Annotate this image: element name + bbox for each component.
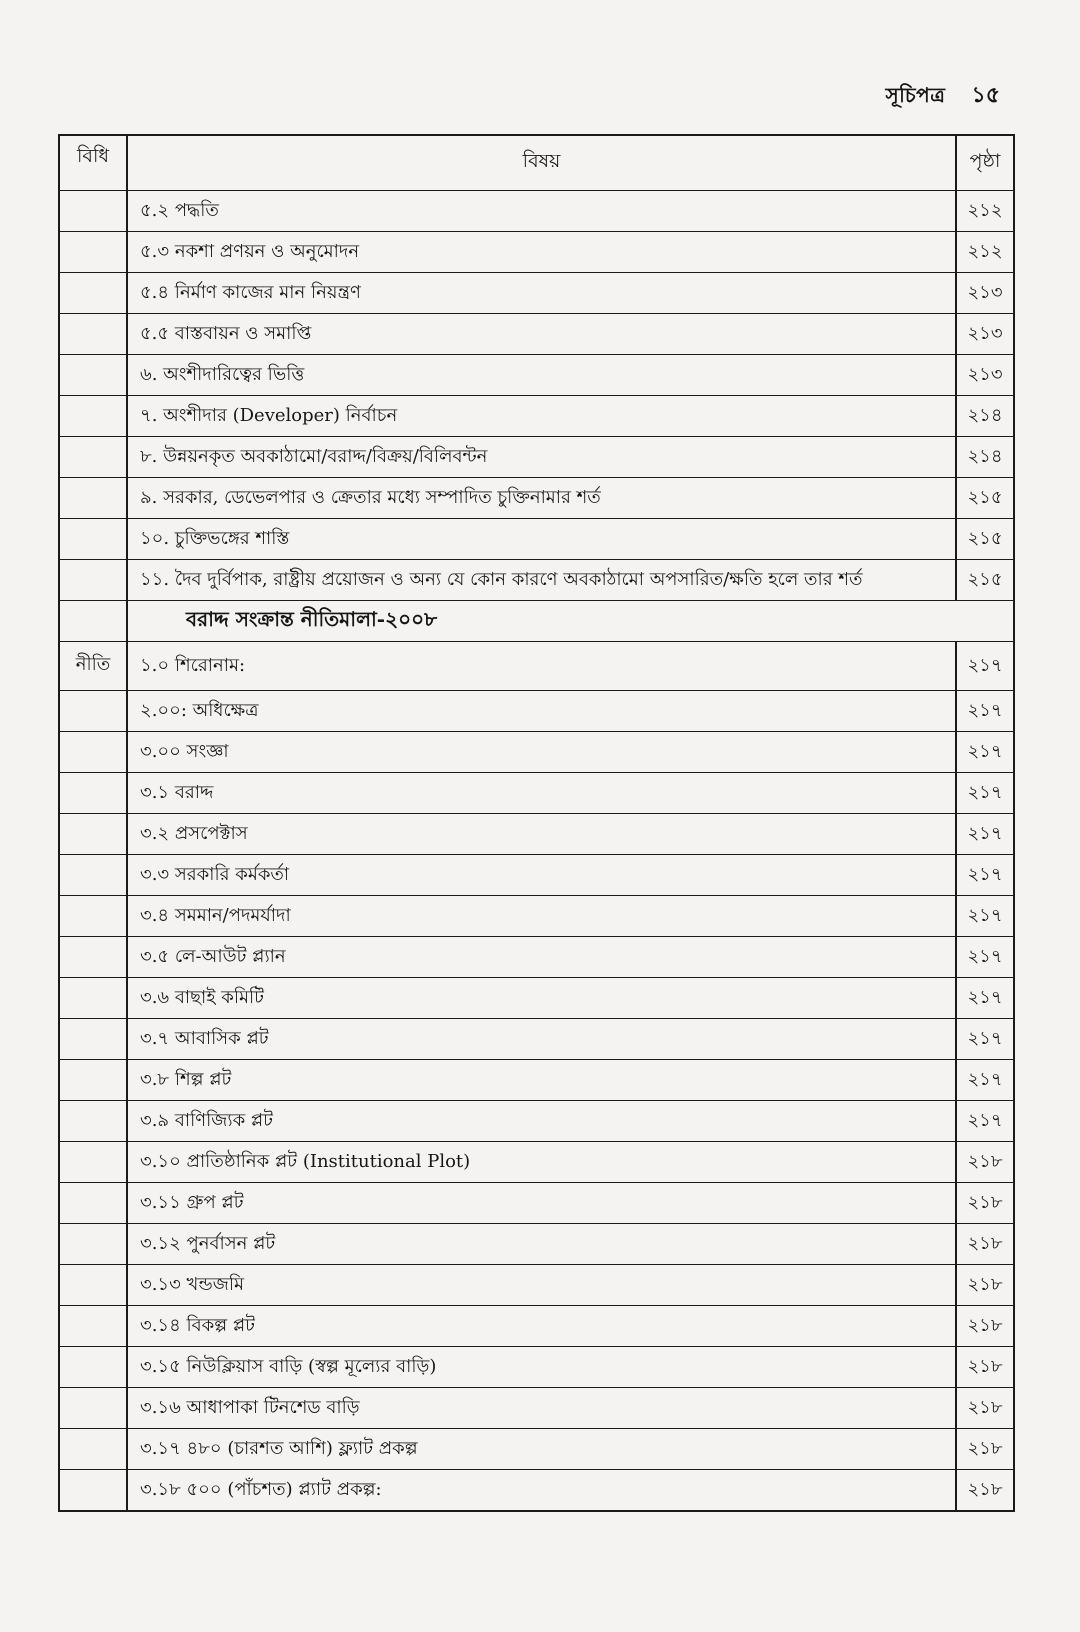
subject-cell: ৭. অংশীদার (Developer) নির্বাচন [127,396,956,437]
page-cell: ২১৭ [956,1019,1014,1060]
rule-cell [59,896,127,937]
subject-cell: ৩.১৪ বিকল্প প্লট [127,1306,956,1347]
subject-cell: ১.০ শিরোনাম: [127,642,956,691]
subject-cell: ৩.১৮ ৫০০ (পাঁচশত) প্ল্যাট প্রকল্প: [127,1470,956,1512]
page-cell: ২১৮ [956,1429,1014,1470]
page-cell: ২১৮ [956,1388,1014,1429]
column-header-page: পৃষ্ঠা [956,135,1014,191]
table-row [59,519,1014,560]
table-row [59,773,1014,814]
rule-cell [59,191,127,232]
table-row [59,560,1014,601]
subject-cell: ৩.১৩ খন্ডজমি [127,1265,956,1306]
table-row [59,1306,1014,1347]
page-cell: ২১২ [956,191,1014,232]
subject-cell: ৮. উন্নয়নকৃত অবকাঠামো/বরাদ্দ/বিক্রয়/বিলিবন্টন [127,437,956,478]
table-row [59,1388,1014,1429]
page-cell: ২১৫ [956,519,1014,560]
subject-cell: ১০. চুক্তিভঙ্গের শাস্তি [127,519,956,560]
page-cell: ২১৭ [956,1101,1014,1142]
table-row [59,1224,1014,1265]
subject-cell: ৩.৭ আবাসিক প্লট [127,1019,956,1060]
table-row [59,191,1014,232]
column-header-subject: বিষয় [127,135,956,191]
page-cell: ২১৮ [956,1306,1014,1347]
table-row [59,691,1014,732]
rule-cell [59,396,127,437]
rule-cell [59,1470,127,1512]
table-row [59,1347,1014,1388]
subject-cell: ৩.১৫ নিউক্লিয়াস বাড়ি (স্বল্প মূল্যের বাড়ি) [127,1347,956,1388]
page-cell [956,601,1014,642]
page-cell: ২১৫ [956,478,1014,519]
page-cell: ২১৭ [956,814,1014,855]
page-cell: ২১৮ [956,1347,1014,1388]
page-header [885,78,1000,115]
table-row [59,1019,1014,1060]
toc-table [58,134,1015,1512]
table-row [59,314,1014,355]
table-row [59,1060,1014,1101]
rule-cell [59,478,127,519]
page-cell: ২১৮ [956,1265,1014,1306]
subject-cell: ৩.১৭ ৪৮০ (চারশত আশি) ফ্ল্যাট প্রকল্প [127,1429,956,1470]
column-header-rule: বিধি [59,135,127,191]
table-row [59,642,1014,691]
table-row [59,1429,1014,1470]
page-cell: ২১৮ [956,1142,1014,1183]
table-row [59,273,1014,314]
rule-cell [59,1388,127,1429]
section-title-row [59,601,1014,642]
table-row [59,232,1014,273]
subject-cell: ৩.৩ সরকারি কর্মকর্তা [127,855,956,896]
table-row [59,1470,1014,1512]
page-cell: ২১৮ [956,1224,1014,1265]
rule-cell [59,314,127,355]
rule-cell [59,232,127,273]
table-row [59,937,1014,978]
page-cell: ২১৭ [956,896,1014,937]
table-row [59,1101,1014,1142]
page-cell: ২১৩ [956,355,1014,396]
rule-cell [59,1019,127,1060]
header-page-number: ১৫ [971,82,1000,108]
table-row [59,814,1014,855]
table-row [59,1142,1014,1183]
table-row [59,478,1014,519]
page-cell: ২১৭ [956,732,1014,773]
subject-cell: ৩.০০ সংজ্ঞা [127,732,956,773]
rule-cell [59,937,127,978]
rule-cell [59,355,127,396]
subject-cell: ৩.৯ বাণিজ্যিক প্লট [127,1101,956,1142]
rule-cell [59,978,127,1019]
page-cell: ২১৭ [956,855,1014,896]
page-cell: ২১৮ [956,1470,1014,1512]
rule-cell [59,1347,127,1388]
table-row [59,732,1014,773]
subject-cell: ৩.১১ গ্রুপ প্লট [127,1183,956,1224]
rule-cell [59,732,127,773]
table-row [59,1265,1014,1306]
subject-cell: ২.০০: অধিক্ষেত্র [127,691,956,732]
page-cell: ২১৩ [956,273,1014,314]
page-cell: ২১৭ [956,773,1014,814]
page-cell: ২১৭ [956,978,1014,1019]
rule-cell [59,560,127,601]
rule-cell [59,814,127,855]
subject-cell: ৩.৫ লে-আউট প্ল্যান [127,937,956,978]
subject-cell: ৬. অংশীদারিত্বের ভিত্তি [127,355,956,396]
subject-cell: ৩.১২ পুনর্বাসন প্লট [127,1224,956,1265]
header-title: সূচিপত্র [885,83,946,107]
page-cell: ২১২ [956,232,1014,273]
subject-cell: ৩.৮ শিল্প প্লট [127,1060,956,1101]
rule-cell [59,1265,127,1306]
rule-cell [59,855,127,896]
table-row [59,855,1014,896]
subject-cell: ৩.২ প্রসপেক্টাস [127,814,956,855]
rule-cell [59,437,127,478]
page-cell: ২১৪ [956,437,1014,478]
page-cell: ২১৭ [956,1060,1014,1101]
page-cell: ২১৭ [956,691,1014,732]
subject-cell: ৫.৩ নকশা প্রণয়ন ও অনুমোদন [127,232,956,273]
rule-cell [59,691,127,732]
subject-cell: ৫.২ পদ্ধতি [127,191,956,232]
rule-cell [59,273,127,314]
subject-cell: ৯. সরকার, ডেভেলপার ও ক্রেতার মধ্যে সম্পাদিত চুক্তিনামার শর্ত [127,478,956,519]
page-cell: ২১৫ [956,560,1014,601]
table-row [59,978,1014,1019]
subject-cell: ১১. দৈব দুর্বিপাক, রাষ্ট্রীয় প্রয়োজন ও অন্য যে কোন কারণে অবকাঠামো অপসারিত/ক্ষতি হলে তার শর্ত [127,560,956,601]
subject-cell: ৫.৪ নির্মাণ কাজের মান নিয়ন্ত্রণ [127,273,956,314]
table-row [59,396,1014,437]
subject-cell: ৩.১ বরাদ্দ [127,773,956,814]
rule-cell [59,1142,127,1183]
rule-cell [59,519,127,560]
rule-cell [59,601,127,642]
subject-cell: ৩.১০ প্রাতিষ্ঠানিক প্লট (Institutional Plot) [127,1142,956,1183]
section-title: বরাদ্দ সংক্রান্ত নীতিমালা-২০০৮ [127,601,956,642]
subject-cell: ৫.৫ বাস্তবায়ন ও সমাপ্তি [127,314,956,355]
table-row [59,896,1014,937]
page-cell: ২১৪ [956,396,1014,437]
rule-cell [59,1060,127,1101]
subject-cell: ৩.১৬ আধাপাকা টিনশেড বাড়ি [127,1388,956,1429]
subject-cell: ৩.৬ বাছাই কমিটি [127,978,956,1019]
page-cell: ২১৭ [956,642,1014,691]
subject-cell: ৩.৪ সমমান/পদমর্যাদা [127,896,956,937]
table-row [59,355,1014,396]
section-rule-label: নীতি [59,642,127,691]
rule-cell [59,1224,127,1265]
table-header-row [59,135,1014,191]
rule-cell [59,1429,127,1470]
table-row [59,1183,1014,1224]
table-row [59,437,1014,478]
page-cell: ২১৮ [956,1183,1014,1224]
page-cell: ২১৩ [956,314,1014,355]
page-cell: ২১৭ [956,937,1014,978]
rule-cell [59,773,127,814]
rule-cell [59,1306,127,1347]
rule-cell [59,1183,127,1224]
rule-cell [59,1101,127,1142]
